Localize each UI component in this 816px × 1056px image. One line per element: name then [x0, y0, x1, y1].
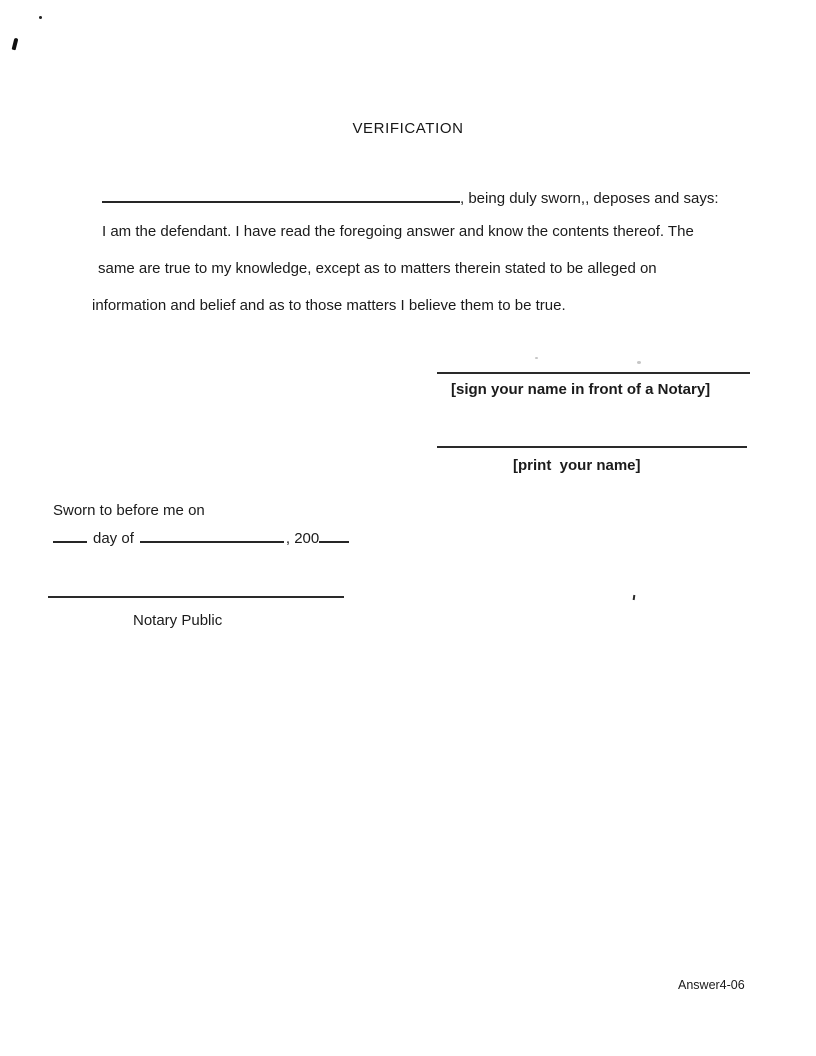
year-prefix-label: , 200 [285, 530, 320, 547]
notary-title-label: Notary Public [133, 612, 223, 629]
scan-speck-sign-2 [637, 361, 641, 364]
day-number-blank[interactable] [53, 527, 87, 543]
body-line-1: I am the defendant. I have read the foregoing answer and know the contents thereof. The [102, 223, 694, 240]
scan-speck-sign-1 [535, 357, 538, 359]
body-line-2: same are true to my knowledge, except as to matters therein stated to be alleged on [98, 260, 657, 277]
body-line-3: information and belief and as to those matters I believe them to be true. [92, 297, 566, 314]
notary-signature-line[interactable] [48, 596, 344, 598]
scan-speck-top [39, 16, 42, 19]
month-blank[interactable] [140, 527, 284, 543]
print-instruction-label: [print your name] [513, 457, 641, 474]
scan-speck-mid [633, 595, 636, 600]
sign-instruction-label: [sign your name in front of a Notary] [451, 381, 711, 398]
signature-sign-line[interactable] [437, 372, 750, 374]
deponent-name-blank[interactable] [102, 187, 460, 203]
year-suffix-blank[interactable] [319, 527, 349, 543]
oath-line [102, 187, 719, 209]
page-title: VERIFICATION [352, 120, 464, 137]
date-line [53, 527, 349, 549]
day-of-label: day of [93, 530, 134, 547]
form-number: Answer4-06 [678, 978, 745, 992]
sworn-before-label: Sworn to before me on [53, 502, 205, 519]
oath-line-text: , being duly sworn,, deposes and says: [460, 190, 719, 207]
signature-print-line[interactable] [437, 446, 747, 448]
scan-apostrophe-mark [12, 38, 19, 51]
